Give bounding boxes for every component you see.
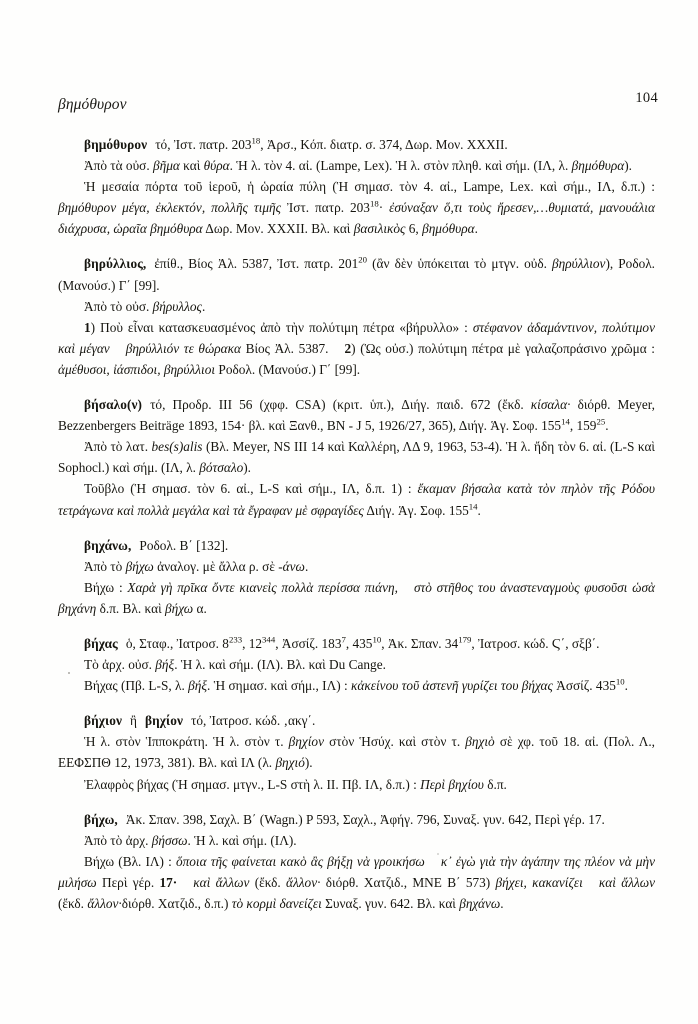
headword: βήσαλο(ν) bbox=[84, 397, 143, 413]
entry-etymology-paragraph: Τὸ ἀρχ. οὐσ. βήξ. Ἡ λ. καὶ σήμ. (ΙΛ). Βλ. καὶ Du Cange. bbox=[84, 657, 386, 673]
text-column bbox=[58, 134, 655, 914]
entry-etymology-paragraph: Ἀπὸ τὰ οὐσ. βῆμα καὶ θύρα. Ἡ λ. τὸν 4. αἰ. (Lampe, Lex). Ἡ λ. στὸν πληθ. καὶ σήμ. (ΙΛ, λ. βημόθυρα). bbox=[84, 158, 632, 174]
dictionary-entry bbox=[58, 633, 655, 696]
entry-headword-paragraph: βήχιον ἢ βηχίον τό, Ἰατροσ. κώδ. ‚ακγ΄. bbox=[84, 713, 316, 729]
headword-variant: βηχίον bbox=[144, 713, 183, 729]
headword: βήχιον bbox=[84, 713, 123, 729]
entry-headword-paragraph: βημόθυρον τό, Ἰστ. πατρ. $203^{18}$, Ἀρσ., Κόπ. διατρ. σ. 374, Δωρ. Μον. XXXII. bbox=[84, 135, 508, 152]
entry-etymology-paragraph: Ἀπὸ τὸ οὐσ. βήρυλλος. bbox=[84, 298, 206, 314]
entry-headword-paragraph: βηχάνω, Ροδολ. Β΄ [132]. bbox=[84, 537, 229, 553]
running-header bbox=[58, 90, 658, 120]
entry-sense-paragraph: Ἡ μεσαία πόρτα τοῦ ἱεροῦ, ἡ ὡραία πύλη (Ἡ σημασ. τὸν 4. αἰ., Lampe, Lex. καὶ σήμ., ΙΛ, δ.π.) : βημόθυρον μέγα, ἐκλεκτόν, πολλῆς τιμῆς Ἰστ. πατρ. $203^{18}\cdot$ ἐσύναξαν ὅ,τι τοὺς ἤρεσεν,…θυμιατά, μανουάλια διάχρυσα, ὡραῖα βημόθυρα Δωρ. Μον. XXXII. Βλ. καὶ βασιλικὸς 6, βημόθυρα. bbox=[58, 179, 655, 237]
entry-sense-paragraph: Ἐλαφρὸς βήχας (Ἡ σημασ. μτγν., L-S στὴ λ. II. Πβ. ΙΛ, δ.π.) : Περὶ βηχίου δ.π. bbox=[84, 776, 507, 792]
entry-headword-paragraph: βήχω, Ἀκ. Σπαν. 398, Σαχλ. Β΄ (Wagn.) P 593, Σαχλ., Ἀφήγ. 796, Συναξ. γυν. 642, Περὶ γέρ. 17. bbox=[84, 811, 605, 827]
dictionary-entry bbox=[58, 394, 655, 521]
entry-etymology-paragraph: Ἡ λ. στὸν Ἱπποκράτη. Ἡ λ. στὸν τ. βηχίον στὸν Ἡσύχ. καὶ στὸν τ. βηχιὸ σὲ χφ. τοῦ 18. αἰ. (Πολ. Λ., ΕΕΦΣΠΘ 12, 1973, 381). Βλ. καὶ ΙΛ (λ. βηχιό). bbox=[58, 734, 655, 771]
headword: βήχω, bbox=[84, 811, 118, 827]
headword: βηρύλλιος, bbox=[84, 256, 147, 272]
entry-headword-paragraph: βήσαλο(ν) τό, Προδρ. III 56 (χφφ. CSA) (κριτ. ὑπ.), Διήγ. παιδ. 672 (ἔκδ. κίσαλα· διόρθ. Meyer, Bezzenbergers Beiträge 1893, 154· βλ. καὶ Ξανθ., BN - J 5, 1926/27, 365), Διήγ. Ἁγ. Σοφ. $155^{14}$, $159^{25}$. bbox=[58, 397, 656, 434]
headword: βημόθυρον bbox=[84, 137, 148, 152]
running-head-title: βημόθυρον bbox=[58, 96, 127, 113]
dictionary-entry bbox=[58, 710, 655, 794]
scan-speck bbox=[68, 672, 70, 674]
entry-sense-paragraph: Τοῦβλο (Ἡ σημασ. τὸν 6. αἰ., L-S καὶ σήμ., ΙΛ, δ.π. 1) : ἔκαμαν βήσαλα κατὰ τὸν πηλὸν τῆς Ρόδου τετράγωνα καὶ πολλὰ μεγάλα καὶ τὰ ἔγραφαν μὲ σφραγίδες Διήγ. Ἁγ. Σοφ. $155^{14}$. bbox=[58, 481, 656, 518]
dictionary-entry bbox=[58, 253, 655, 380]
headword: βήχας bbox=[84, 635, 118, 651]
entry-headword-paragraph: βήχας ὁ, Σταφ., Ἰατροσ. $8^{233}$, $12^{344}$, Ἀσσίζ. $183^7$, $435^{10}$, Ἀκ. Σπαν. $34^{179}$, Ἰατροσ. κώδ. Ϛ΄, σξβ΄. bbox=[84, 634, 600, 651]
entry-sense-paragraph: Βήχω (Βλ. ΙΛ) : ὅποια τῆς φαίνεται κακὸ ἂς βήξῃ νὰ γροικήσω κ᾽ ἐγὼ γιὰ τὴν ἀγάπην της πλέον νὰ μὴν μιλήσω Περὶ γέρ. 17· καὶ ἄλλων (ἔκδ. ἄλλον· διόρθ. Χατζιδ., ΜΝΕ Β΄ 573) βήχει, κακανίζει καὶ ἄλλων (ἔκδ. ἄλλον·διόρθ. Χατζιδ., δ.π.) τὸ κορμὶ δανείζει Συναξ. γυν. 642. Βλ. καὶ βηχάνω. bbox=[58, 853, 655, 911]
entry-headword-paragraph: βηρύλλιος, ἐπίθ., Βίος Ἀλ. 5387, Ἰστ. πατρ. $201^{20}$ (ἂν δὲν ὑπόκειται τὸ μτγν. οὐδ. βηρύλλιον), Ροδολ. (Μανούσ.) Γ΄ [99]. bbox=[58, 255, 655, 293]
entry-sense-paragraph: Βήχω : Χαρὰ γὴ πρῖκα ὄντε κιανεὶς πολλὰ περίσσα πιάνη, στὸ στῆθος του ἀναστεναγμοὺς φυσοῦσι ὡσὰ βηχάνη δ.π. Βλ. καὶ βήχω α. bbox=[58, 579, 655, 616]
entry-etymology-paragraph: Ἀπὸ τὸ λατ. bes(s)alis (Βλ. Meyer, NS III 14 καὶ Καλλέρη, ΛΔ 9, 1963, 53-4). Ἡ λ. ἤδη τὸν 6. αἰ. (L-S καὶ Sophocl.) καὶ σήμ. (ΙΛ, λ. βότσαλο). bbox=[58, 439, 655, 476]
page-number: 104 bbox=[635, 90, 658, 106]
entry-sense-paragraph: 1) Ποὺ εἶναι κατασκευασμένος ἀπὸ τὴν πολύτιμη πέτρα «βήρυλλο» : στέφανον ἀδαμάντινον, πολύτιμον καὶ μέγαν βηρύλλιόν τε θώρακα Βίος Ἀλ. 5387. 2) (Ὡς οὐσ.) πολύτιμη πέτρα μὲ γαλαζοπράσινο χρῶμα : ἀμέθυσοι, ἰάσπιδοι, βηρύλλιοι Ροδολ. (Μανούσ.) Γ΄ [99]. bbox=[58, 319, 655, 377]
dictionary-entry bbox=[58, 134, 655, 239]
entry-etymology-paragraph: Ἀπὸ τὸ ἀρχ. βήσσω. Ἡ λ. καὶ σήμ. (ΙΛ). bbox=[84, 832, 297, 848]
entry-sense-paragraph: Βήχας (Πβ. L-S, λ. βήξ. Ἡ σημασ. καὶ σήμ., ΙΛ) : κἀκείνου τοῦ ἀστενῆ γυρίζει του βήχας Ἀσσίζ. $435^{10}$. bbox=[84, 676, 628, 694]
dictionary-entry bbox=[58, 535, 655, 619]
headword: βηχάνω, bbox=[84, 537, 132, 553]
entry-etymology-paragraph: Ἀπὸ τὸ βήχω ἀναλογ. μὲ ἄλλα ρ. σὲ -άνω. bbox=[84, 558, 309, 574]
scan-speck bbox=[437, 853, 439, 855]
dictionary-entry bbox=[58, 809, 655, 914]
